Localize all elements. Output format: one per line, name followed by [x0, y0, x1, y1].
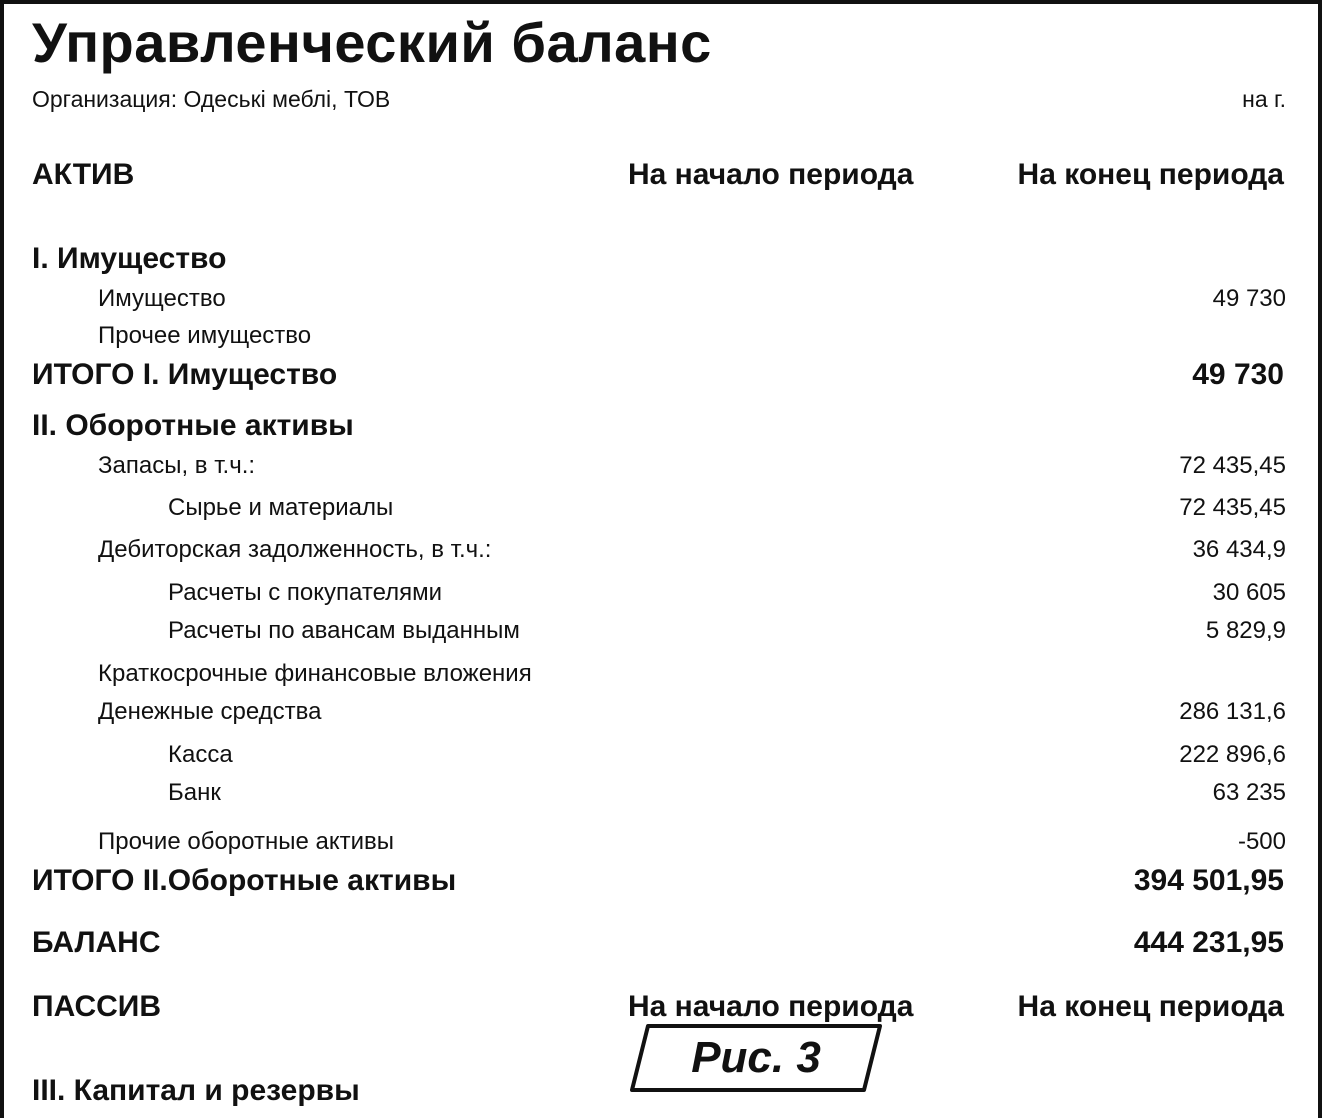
row-value: 222 896,6	[1179, 741, 1286, 768]
row-value: 72 435,45	[1179, 494, 1286, 521]
row-label: Расчеты по авансам выданным	[168, 617, 520, 644]
organization-label: Организация: Одеські меблі, ТОВ	[32, 86, 391, 112]
row-label: Запасы, в т.ч.:	[98, 452, 256, 479]
section-1-total-label: ИТОГО I. Имущество	[32, 358, 338, 391]
row-value: 72 435,45	[1179, 452, 1286, 479]
row-value: 36 434,9	[1192, 536, 1286, 563]
section-1-total-value: 49 730	[1192, 358, 1284, 391]
row-label: Денежные средства	[98, 698, 322, 725]
row-label: Имущество	[98, 285, 226, 312]
passiv-col-start-header: На начало периода	[628, 990, 914, 1023]
figure-label-badge	[630, 1022, 882, 1094]
aktiv-header: АКТИВ	[32, 158, 135, 191]
row-label: Дебиторская задолженность, в т.ч.:	[98, 536, 492, 563]
report-title: Управленческий баланс	[32, 11, 712, 74]
row-value: 49 730	[1212, 285, 1286, 312]
row-value: 286 131,6	[1179, 698, 1286, 725]
figure-label-text: Рис. 3	[691, 1033, 821, 1082]
section-3-title: III. Капитал и резервы	[32, 1074, 360, 1107]
aktiv-col-start-header: На начало периода	[628, 158, 914, 191]
balance-label: БАЛАНС	[32, 926, 161, 959]
section-2-total-value: 394 501,95	[1133, 864, 1284, 897]
row-value: 63 235	[1212, 779, 1286, 806]
row-value: -500	[1237, 828, 1286, 855]
row-label: Расчеты с покупателями	[168, 579, 443, 606]
row-label: Сырье и материалы	[168, 494, 394, 521]
row-value: 30 605	[1212, 579, 1286, 606]
section-2-title: II. Оборотные активы	[32, 409, 354, 442]
row-label: Прочие оборотные активы	[98, 828, 394, 855]
section-2-total-label: ИТОГО II.Оборотные активы	[32, 864, 457, 897]
row-label: Банк	[168, 779, 221, 806]
row-label: Краткосрочные финансовые вложения	[98, 660, 532, 687]
aktiv-col-end-header: На конец периода	[1017, 158, 1284, 191]
passiv-col-end-header: На конец периода	[1017, 990, 1284, 1023]
row-value: 5 829,9	[1205, 617, 1286, 644]
date-label: на г.	[1242, 86, 1286, 112]
passiv-header: ПАССИВ	[32, 990, 162, 1023]
row-label: Касса	[168, 741, 233, 768]
balance-value: 444 231,95	[1133, 926, 1284, 959]
row-label: Прочее имущество	[98, 322, 312, 349]
section-1-title: I. Имущество	[32, 242, 227, 275]
